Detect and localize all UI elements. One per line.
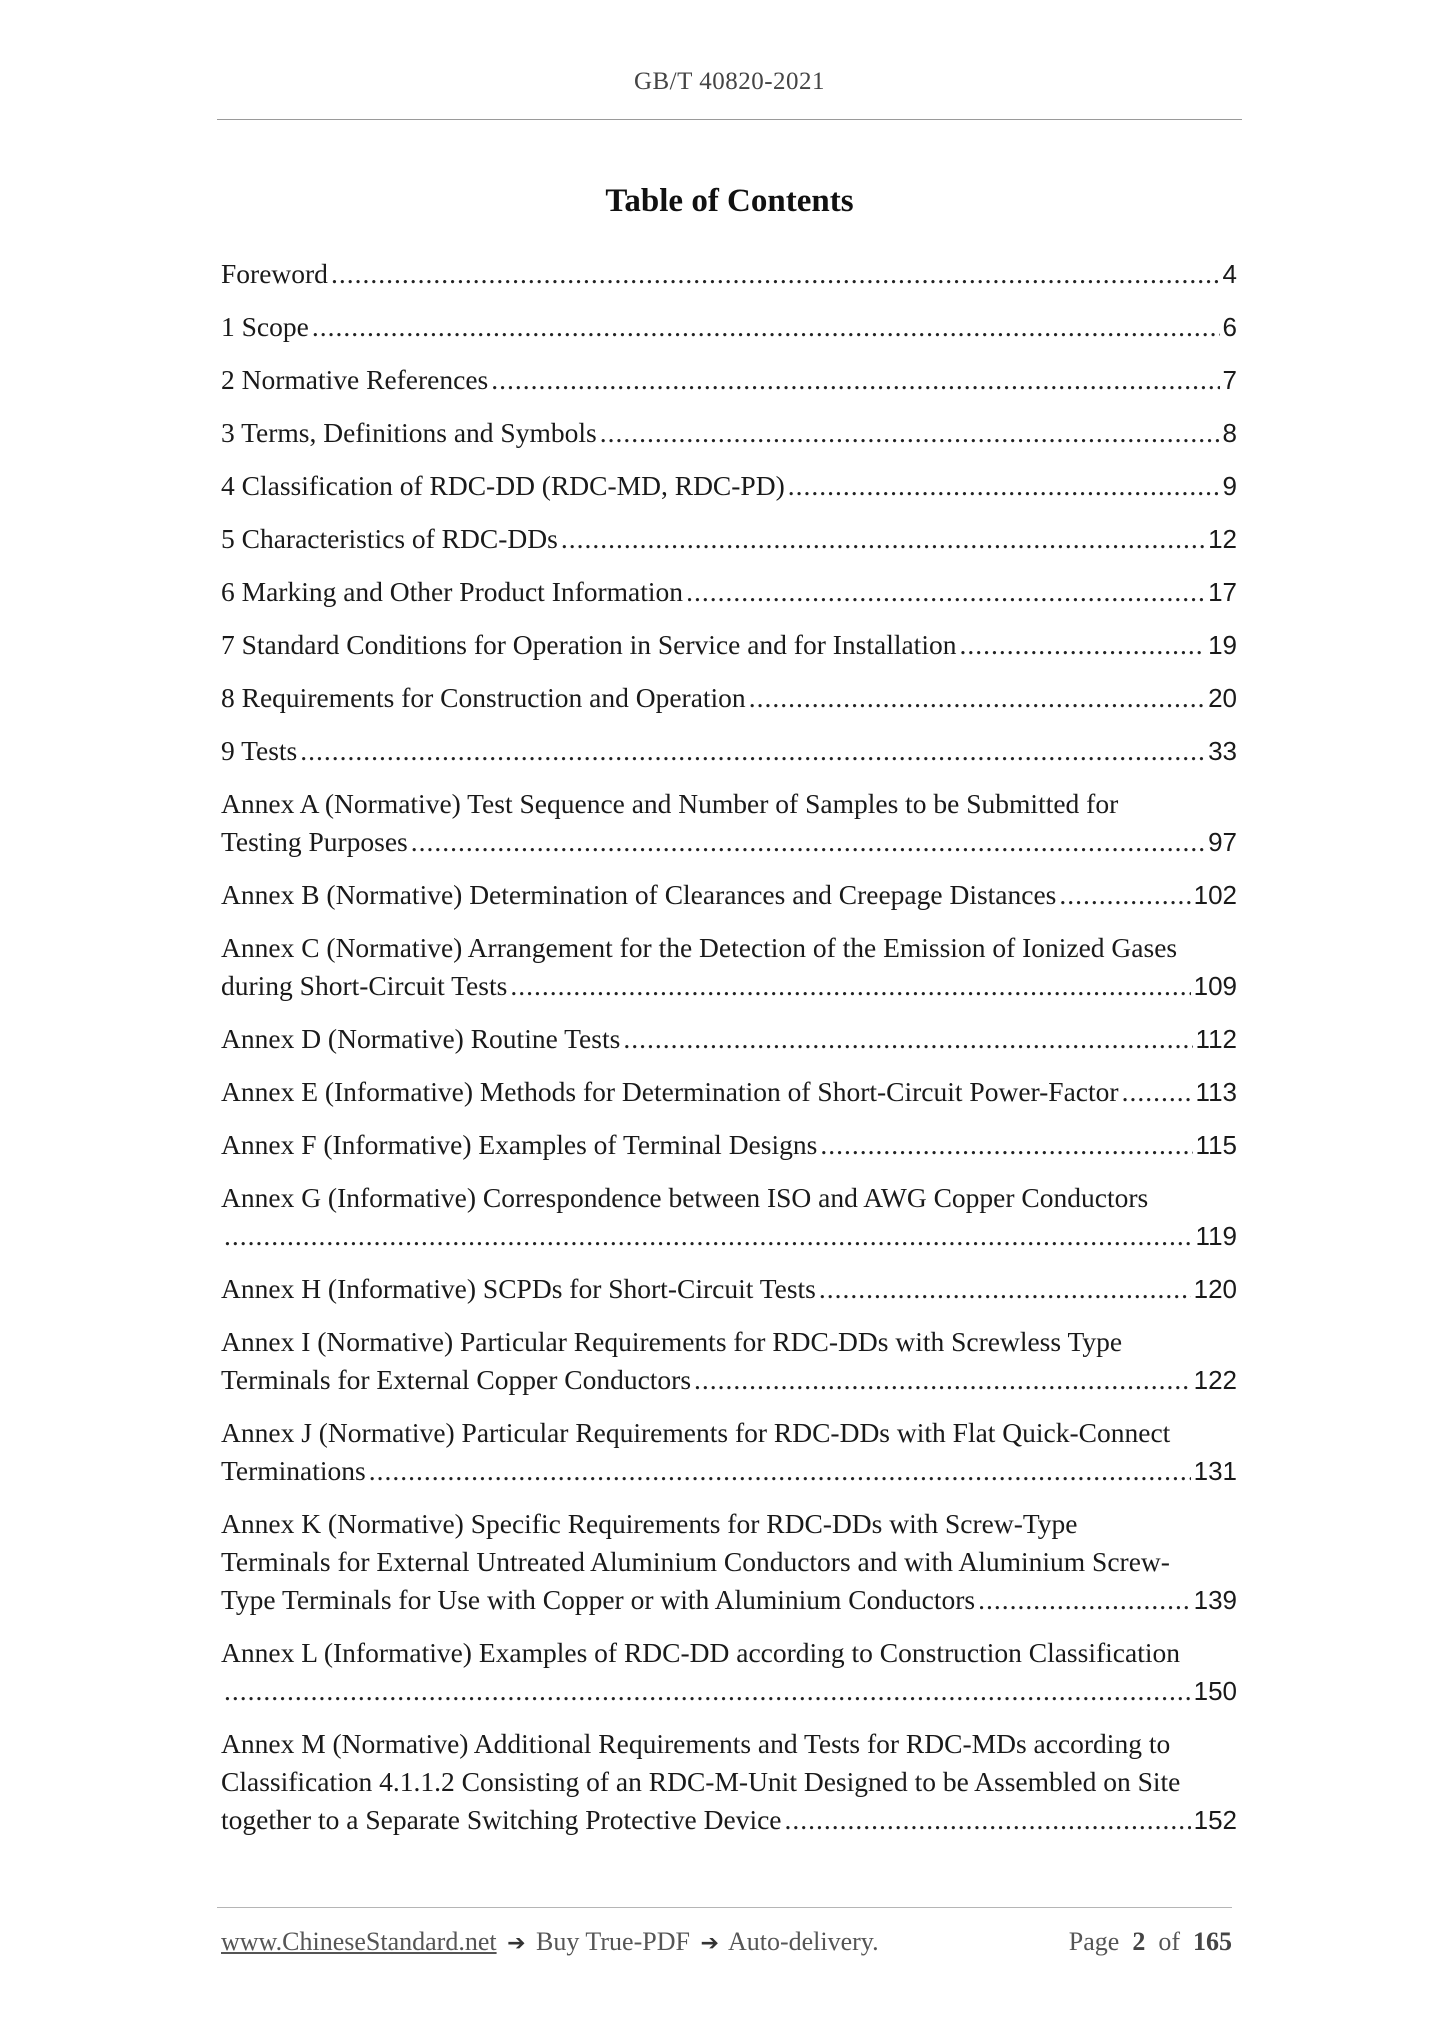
toc-entry-title: 4 Classification of RDC-DD (RDC-MD, RDC-PD) xyxy=(221,470,785,501)
dot-leader xyxy=(1059,876,1190,914)
dot-leader xyxy=(686,573,1205,611)
toc-entry[interactable] xyxy=(221,929,1237,1005)
toc-entry-page: 19 xyxy=(1208,630,1237,660)
toc-entry-last-line xyxy=(221,1361,1237,1399)
toc-entry-title: together to a Separate Switching Protective Device xyxy=(221,1804,782,1835)
dot-leader xyxy=(312,308,1220,346)
toc-entry-page: 17 xyxy=(1208,577,1237,607)
toc-entry-page: 12 xyxy=(1208,524,1237,554)
auto-delivery-text: Auto-delivery. xyxy=(727,1927,879,1956)
dot-leader xyxy=(331,255,1220,293)
dot-leader xyxy=(1122,1073,1193,1111)
page-number: 2 xyxy=(1132,1927,1146,1956)
toc-entry-title: 3 Terms, Definitions and Symbols xyxy=(221,417,597,448)
toc-entry-line: Terminals for External Untreated Aluminium Conductors and with Aluminium Screw- xyxy=(221,1546,1170,1577)
page-total: 165 xyxy=(1193,1927,1232,1956)
toc-entry-last-line xyxy=(221,520,1237,558)
toc-entry-title: Annex B (Normative) Determination of Clearances and Creepage Distances xyxy=(221,879,1057,910)
toc-entry-title: 7 Standard Conditions for Operation in Service and for Installation xyxy=(221,629,957,660)
toc-entry[interactable] xyxy=(221,1126,1237,1164)
toc-entry-page: 6 xyxy=(1222,312,1237,342)
toc-entry-page: 119 xyxy=(1195,1221,1237,1251)
toc-entry-page: 112 xyxy=(1195,1024,1237,1054)
toc-entry-title: Annex H (Informative) SCPDs for Short-Circuit Tests xyxy=(221,1273,816,1304)
toc-entry-line: Annex A (Normative) Test Sequence and Number of Samples to be Submitted for xyxy=(221,788,1119,819)
document-id: GB/T 40820-2021 xyxy=(633,68,826,95)
toc-entry-last-line xyxy=(221,1672,1237,1710)
toc-entry-last-line xyxy=(221,467,1237,505)
dot-leader xyxy=(785,1801,1191,1839)
dot-leader xyxy=(224,1217,1193,1255)
arrow-right-icon: ➔ xyxy=(700,1931,719,1956)
toc-title: Table of Contents xyxy=(605,183,854,219)
toc-entry-title: Terminals for External Copper Conductors xyxy=(221,1364,692,1395)
toc-entry[interactable] xyxy=(221,626,1237,664)
header-rule xyxy=(217,119,1242,120)
dot-leader xyxy=(224,1672,1191,1710)
toc-entry-last-line xyxy=(221,255,1237,293)
page-word: Page xyxy=(1068,1927,1120,1956)
toc-entry[interactable] xyxy=(221,732,1237,770)
toc-entry-line: Annex C (Normative) Arrangement for the Detection of the Emission of Ionized Gases xyxy=(221,932,1178,963)
dot-leader xyxy=(978,1581,1191,1619)
toc-entry-last-line xyxy=(221,1126,1237,1164)
toc-entry-last-line xyxy=(221,1020,1237,1058)
toc-entry-last-line xyxy=(221,1073,1237,1111)
toc-entry[interactable] xyxy=(221,361,1237,399)
toc-entry-line: Classification 4.1.1.2 Consisting of an RDC-M-Unit Designed to be Assembled on Site xyxy=(221,1766,1181,1797)
toc-entry[interactable] xyxy=(221,308,1237,346)
toc-entry-line: Annex M (Normative) Additional Requirements and Tests for RDC-MDs according to xyxy=(221,1728,1171,1759)
toc-entry-page: 150 xyxy=(1193,1676,1237,1706)
dot-leader xyxy=(369,1452,1191,1490)
toc-entry[interactable] xyxy=(221,876,1237,914)
toc-entry-title: during Short-Circuit Tests xyxy=(221,970,508,1001)
site-link[interactable]: www.ChineseStandard.net xyxy=(221,1927,497,1956)
toc-entry-page: 131 xyxy=(1193,1456,1237,1486)
dot-leader xyxy=(959,626,1205,664)
toc-entry-last-line xyxy=(221,732,1237,770)
toc-entry-last-line xyxy=(221,876,1237,914)
toc-entry[interactable] xyxy=(221,414,1237,452)
toc-entry-last-line xyxy=(221,1581,1237,1619)
toc-entry-page: 109 xyxy=(1193,971,1237,1001)
footer-rule xyxy=(217,1907,1232,1908)
page-header xyxy=(217,68,1242,96)
dot-leader xyxy=(600,414,1220,452)
toc-entry-last-line xyxy=(221,308,1237,346)
toc-entry[interactable] xyxy=(221,1179,1237,1255)
toc-list xyxy=(221,255,1237,1854)
toc-entry-last-line xyxy=(221,1217,1237,1255)
toc-entry-title: Annex F (Informative) Examples of Terminal Designs xyxy=(221,1129,818,1160)
toc-entry-line: Annex K (Normative) Specific Requirements for RDC-DDs with Screw-Type xyxy=(221,1508,1078,1539)
toc-entry-last-line xyxy=(221,1801,1237,1839)
toc-entry[interactable] xyxy=(221,1073,1237,1111)
page-footer xyxy=(221,1927,1232,1957)
toc-entry-page: 115 xyxy=(1195,1130,1237,1160)
dot-leader xyxy=(411,823,1205,861)
toc-entry[interactable] xyxy=(221,1505,1237,1619)
toc-entry-title: Annex E (Informative) Methods for Determination of Short-Circuit Power-Factor xyxy=(221,1076,1119,1107)
toc-entry-title: 6 Marking and Other Product Information xyxy=(221,576,684,607)
toc-entry[interactable] xyxy=(221,573,1237,611)
toc-entry-page: 7 xyxy=(1222,365,1237,395)
toc-entry-last-line xyxy=(221,361,1237,399)
toc-entry-page: 4 xyxy=(1222,259,1237,289)
toc-entry-title: 5 Characteristics of RDC-DDs xyxy=(221,523,558,554)
toc-entry-title: Type Terminals for Use with Copper or with Aluminium Conductors xyxy=(221,1584,976,1615)
toc-entry[interactable] xyxy=(221,1270,1237,1308)
toc-entry[interactable] xyxy=(221,1323,1237,1399)
page-indicator xyxy=(1069,1927,1232,1957)
toc-entry[interactable] xyxy=(221,1414,1237,1490)
toc-entry-last-line xyxy=(221,626,1237,664)
dot-leader xyxy=(694,1361,1191,1399)
toc-entry[interactable] xyxy=(221,255,1237,293)
toc-entry-page: 113 xyxy=(1195,1077,1237,1107)
arrow-right-icon: ➔ xyxy=(507,1931,526,1956)
toc-entry-last-line xyxy=(221,967,1237,1005)
toc-entry-last-line xyxy=(221,414,1237,452)
toc-entry-page: 139 xyxy=(1193,1585,1237,1615)
toc-entry-last-line xyxy=(221,679,1237,717)
toc-entry-page: 120 xyxy=(1193,1274,1237,1304)
dot-leader xyxy=(749,679,1205,717)
toc-entry-page: 20 xyxy=(1208,683,1237,713)
toc-entry-page: 97 xyxy=(1208,827,1237,857)
toc-entry-page: 33 xyxy=(1208,736,1237,766)
toc-entry-line: Annex J (Normative) Particular Requirements for RDC-DDs with Flat Quick-Connect xyxy=(221,1417,1171,1448)
dot-leader xyxy=(491,361,1219,399)
toc-entry[interactable] xyxy=(221,520,1237,558)
dot-leader xyxy=(820,1126,1192,1164)
toc-entry-title: 1 Scope xyxy=(221,311,309,342)
toc-entry-line: Annex L (Informative) Examples of RDC-DD according to Construction Classification xyxy=(221,1637,1180,1668)
toc-entry[interactable] xyxy=(221,467,1237,505)
toc-entry-last-line xyxy=(221,573,1237,611)
toc-entry[interactable] xyxy=(221,679,1237,717)
dot-leader xyxy=(300,732,1205,770)
toc-entry-line: Annex I (Normative) Particular Requirements for RDC-DDs with Screwless Type xyxy=(221,1326,1123,1357)
toc-entry-last-line xyxy=(221,1452,1237,1490)
dot-leader xyxy=(561,520,1205,558)
toc-entry-last-line xyxy=(221,1270,1237,1308)
dot-leader xyxy=(819,1270,1191,1308)
toc-entry-title: 9 Tests xyxy=(221,735,298,766)
footer-left xyxy=(221,1927,879,1957)
toc-entry-title: Terminations xyxy=(221,1455,366,1486)
toc-entry-line: Annex G (Informative) Correspondence between ISO and AWG Copper Conductors xyxy=(221,1182,1149,1213)
toc-entry-page: 8 xyxy=(1222,418,1237,448)
toc-entry-page: 122 xyxy=(1193,1365,1237,1395)
toc-entry-title: 8 Requirements for Construction and Operation xyxy=(221,682,746,713)
toc-entry[interactable] xyxy=(221,1020,1237,1058)
toc-entry-title: Testing Purposes xyxy=(221,826,408,857)
toc-entry[interactable] xyxy=(221,1725,1237,1839)
toc-entry-last-line xyxy=(221,823,1237,861)
toc-entry-page: 9 xyxy=(1222,471,1237,501)
toc-entry[interactable] xyxy=(221,785,1237,861)
dot-leader xyxy=(623,1020,1192,1058)
toc-entry[interactable] xyxy=(221,1634,1237,1710)
toc-entry-page: 102 xyxy=(1193,880,1237,910)
toc-entry-title: Foreword xyxy=(221,258,328,289)
dot-leader xyxy=(788,467,1220,505)
of-word: of xyxy=(1158,1927,1180,1956)
toc-entry-page: 152 xyxy=(1193,1805,1237,1835)
dot-leader xyxy=(510,967,1190,1005)
buy-true-pdf-text: Buy True-PDF xyxy=(536,1927,690,1956)
toc-entry-title: Annex D (Normative) Routine Tests xyxy=(221,1023,621,1054)
toc-entry-title: 2 Normative References xyxy=(221,364,489,395)
